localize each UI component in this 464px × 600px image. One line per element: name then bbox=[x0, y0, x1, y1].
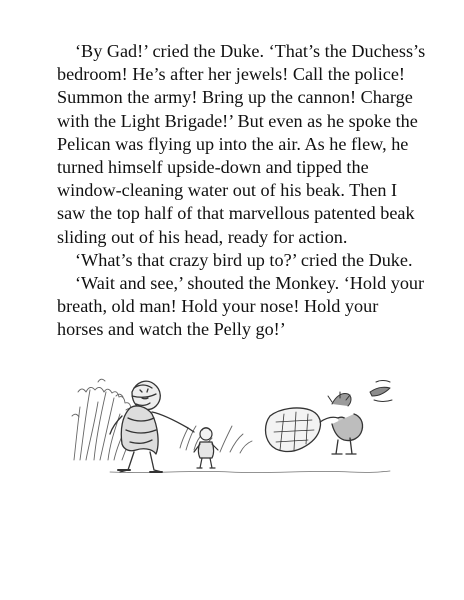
story-text bbox=[57, 40, 437, 342]
text-line: ‘Wait and see,’ shouted the Monkey. ‘Hold your bbox=[75, 273, 425, 294]
text-line: Summon the army! Bring up the cannon! Charge bbox=[57, 87, 413, 108]
paragraph-2 bbox=[57, 249, 437, 272]
text-line: window-cleaning water out of his beak. Then I bbox=[57, 180, 398, 201]
text-line: sliding out of his head, ready for action. bbox=[57, 226, 348, 247]
grass-sketch bbox=[72, 379, 252, 460]
ink-illustration bbox=[70, 352, 410, 492]
text-line: horses and watch the Pelly go!’ bbox=[57, 319, 286, 340]
text-line: Pelican was flying up into the air. As he flew, he bbox=[57, 133, 409, 154]
leaf-sketch bbox=[370, 381, 392, 402]
boy-figure bbox=[194, 428, 218, 468]
text-line: ‘What’s that crazy bird up to?’ cried the Duke. bbox=[75, 249, 413, 270]
text-line: turned himself upside-down and tipped the bbox=[57, 157, 369, 178]
text-line: breath, old man! Hold your nose! Hold your bbox=[57, 296, 379, 317]
pelican-figure bbox=[266, 392, 363, 454]
paragraph-1 bbox=[57, 40, 437, 249]
text-line: ‘By Gad!’ cried the Duke. ‘That’s the Duchess’s bbox=[75, 41, 426, 61]
paragraph-3 bbox=[57, 272, 437, 342]
text-line: bedroom! He’s after her jewels! Call the police! bbox=[57, 64, 405, 85]
text-line: with the Light Brigade!’ But even as he spoke the bbox=[57, 110, 418, 131]
text-line: saw the top half of that marvellous patented beak bbox=[57, 203, 415, 224]
